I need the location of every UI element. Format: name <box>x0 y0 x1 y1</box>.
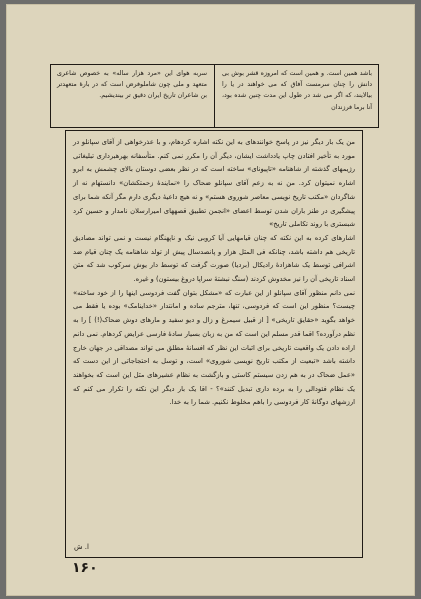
top-left-column: سربه هوای این «مرد هزار ساله» به خصوص شاعری متعهد و ملی چون شاملوفرض است که در بارهٔ متعهدتر بن شاعران تاریخ ایران دقیق تر بیندیشیم. <box>57 70 207 100</box>
paragraph: نمی دانم منظور آقای سپانلو از این عبارت که «مشکل بتوان گفت فردوسی اینها را از خود ساخته» چیست؟ منظور این است که فردوسی، تنها، مترجم ساده و امانتدار «خداینامک» بوده یا فقط می خواهد بگوید «حقایق تاریخی» [ از قبیل سیمرغ و زال و دیو سفید و مارهای دوش ضحاک(!) ] را به نظم درآورده؟ اقما قدر مسلم این است که من به زبان بسیار سادهٔ فارسی عرایض کردهام. نمی دانم اراده دادن یک واقعیت تاریخی برای اثبات این نظر که افسانهٔ مطلق می تواند مصداقی در جهان خارج داشته باشد «تبعیت از مکتب تاریخ نویسی شوروی» است، و توسل به احتجاجاتی از این دست که «عمل ضحاک در به هم زدن سیستم کاستی و بازگشت به نظام عشیرهای مثل این است که بخواهند یک نظام فئودالی را به برده داری تبدیل کنند»؟ - اقا یک بار دیگر این نکته را تکرار می کنم که ارزشهای دوگانهٔ کار فردوسی را باهم مخلوط نکنیم. شما را به خدا. <box>73 288 355 407</box>
paragraph: اشارهای کرده به این نکته که چنان قیامهایی آیا کروبی نیک و ناپهنگام نیست و نمی تواند مصادیق تاریخی هم داشته باشد، چنانکه فی المثل هزار و پانصدسال پیش از تولد شاهنامه یک چنان قیام ضد اشرافی توسط یک شاهزادهٔ رادیکال (بردیا) صورت گرفت که توسط دار یوش سرکوب شد که متن اسناد تاریخی آن را نیز مخدوش کردند (سنگ نبشتهٔ سراپا دروغ بیستون) و غیره. <box>73 233 355 284</box>
main-text-box <box>65 130 363 558</box>
magazine-page <box>6 4 415 596</box>
top-text-box <box>50 64 379 128</box>
main-text <box>73 136 355 410</box>
top-right-column: باشد همین است. و همین است که امروزه قشر بوش بی دانش را چنان سرمست آفاق که می خواهند در یا را بیالایند، که اگر می شد در طول این مدت چنین شده بود، آنا برما فرزندان <box>222 70 372 111</box>
author-signature: ا. ش <box>74 543 89 551</box>
page-number: ۱۶۰ <box>72 560 98 576</box>
paragraph: من یک بار دیگر نیز در پاسخ خوانندهای به این نکته اشاره کردهام، و با عذرخواهی از آقای سپانلو در مورد به تأخیر افتادن چاپ یادداشت ایشان، دیگر آن را مکرر نمی کنم. متأسفانه بهرهبرداری تبلیغاتی رژیمهای گذشته از شاهنامه «تاپیونای» ساخته است که در نظر بعضی دوستان بالای چشمش به ابرو اشاره نمیتوان کرد. من نه به زعم آقای سپانلو ضحاک را «نمایندهٔ زحمتکشان» دانستهام نه از شاگردان «مکتب تاریخ نویسی معاصر شوروی هستم» و نه هیچ داعیهٔ دیگری دارم مگر آنکه شما برای پیشگیری در طنز باران شدن توسط اعضای «انجمن تطبیق قصههای امیرارسلان نامدار و حسین کرد شبستری با روند تکاملی تاریخ» <box>73 138 355 229</box>
column-divider <box>214 65 215 127</box>
